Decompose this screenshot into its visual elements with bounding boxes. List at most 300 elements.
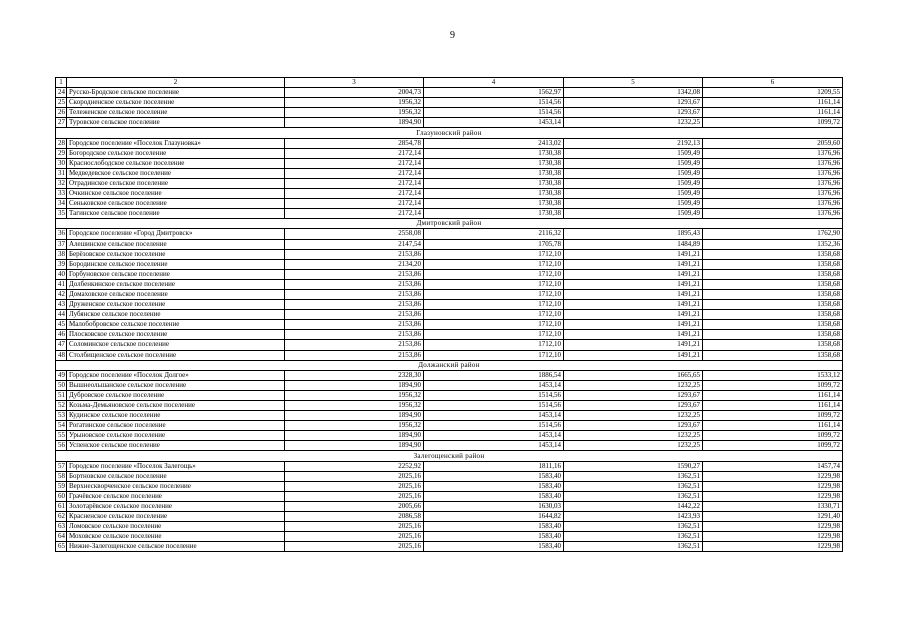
value-col-5: 1491,21 bbox=[564, 340, 703, 350]
value-col-4: 1730,38 bbox=[424, 199, 564, 209]
value-col-5: 1423,93 bbox=[564, 512, 703, 522]
value-col-4: 1514,56 bbox=[424, 390, 564, 400]
row-number: 65 bbox=[56, 542, 67, 552]
settlement-name: Туровское сельское поселение bbox=[67, 118, 285, 128]
table-row bbox=[56, 310, 843, 320]
value-col-5: 1362,51 bbox=[564, 481, 703, 491]
settlement-tariff-table bbox=[55, 77, 843, 552]
value-col-4: 1712,10 bbox=[424, 330, 564, 340]
value-col-5: 1509,49 bbox=[564, 199, 703, 209]
settlement-name: Городское поселение «Город Дмитровск» bbox=[67, 229, 285, 239]
settlement-name: Красненское сельское поселение bbox=[67, 512, 285, 522]
value-col-5: 1293,67 bbox=[564, 401, 703, 411]
row-number: 25 bbox=[56, 98, 67, 108]
value-col-3: 2172,14 bbox=[285, 209, 424, 219]
header-cell: 2 bbox=[67, 78, 285, 88]
value-col-5: 1293,67 bbox=[564, 108, 703, 118]
value-col-4: 1453,14 bbox=[424, 411, 564, 421]
table-row bbox=[56, 178, 843, 188]
value-col-5: 1491,21 bbox=[564, 350, 703, 360]
table-row bbox=[56, 421, 843, 431]
table-row bbox=[56, 512, 843, 522]
value-col-6: 1376,96 bbox=[703, 168, 843, 178]
row-number: 54 bbox=[56, 421, 67, 431]
value-col-6: 1229,98 bbox=[703, 491, 843, 501]
value-col-5: 1362,51 bbox=[564, 522, 703, 532]
settlement-name: Краснослободское сельское поселение bbox=[67, 158, 285, 168]
table-row bbox=[56, 431, 843, 441]
value-col-3: 2153,86 bbox=[285, 340, 424, 350]
value-col-6: 1229,98 bbox=[703, 481, 843, 491]
value-col-4: 1630,03 bbox=[424, 501, 564, 511]
row-number: 24 bbox=[56, 88, 67, 98]
value-col-3: 1894,90 bbox=[285, 118, 424, 128]
settlement-name: Бородинское сельское поселение bbox=[67, 259, 285, 269]
table-row bbox=[56, 88, 843, 98]
district-heading: Дмитровский район bbox=[56, 219, 843, 229]
value-col-5: 1491,21 bbox=[564, 310, 703, 320]
row-number: 26 bbox=[56, 108, 67, 118]
value-col-5: 1491,21 bbox=[564, 300, 703, 310]
value-col-4: 1730,38 bbox=[424, 209, 564, 219]
value-col-6: 1358,68 bbox=[703, 300, 843, 310]
value-col-6: 1099,72 bbox=[703, 411, 843, 421]
value-col-6: 1376,96 bbox=[703, 178, 843, 188]
row-number: 63 bbox=[56, 522, 67, 532]
row-number: 50 bbox=[56, 380, 67, 390]
value-col-6: 1376,96 bbox=[703, 209, 843, 219]
value-col-6: 1330,71 bbox=[703, 501, 843, 511]
value-col-4: 1583,40 bbox=[424, 532, 564, 542]
row-number: 48 bbox=[56, 350, 67, 360]
settlement-name: Русско-Бродское сельское поселение bbox=[67, 88, 285, 98]
value-col-5: 1232,25 bbox=[564, 431, 703, 441]
value-col-4: 1453,14 bbox=[424, 118, 564, 128]
row-number: 60 bbox=[56, 491, 67, 501]
value-col-4: 2413,02 bbox=[424, 138, 564, 148]
table-row bbox=[56, 209, 843, 219]
value-col-3: 2025,16 bbox=[285, 491, 424, 501]
value-col-6: 1358,68 bbox=[703, 249, 843, 259]
value-col-3: 1894,90 bbox=[285, 431, 424, 441]
table-row bbox=[56, 330, 843, 340]
row-number: 46 bbox=[56, 330, 67, 340]
value-col-4: 1730,38 bbox=[424, 189, 564, 199]
value-col-6: 1376,96 bbox=[703, 199, 843, 209]
value-col-3: 2172,14 bbox=[285, 148, 424, 158]
row-number: 42 bbox=[56, 289, 67, 299]
settlement-name: Грачёвское сельское поселение bbox=[67, 491, 285, 501]
value-col-3: 2005,66 bbox=[285, 501, 424, 511]
value-col-6: 1099,72 bbox=[703, 441, 843, 451]
value-col-3: 2172,14 bbox=[285, 199, 424, 209]
row-number: 64 bbox=[56, 532, 67, 542]
table-body bbox=[56, 78, 843, 552]
value-col-5: 1491,21 bbox=[564, 320, 703, 330]
value-col-3: 2153,86 bbox=[285, 350, 424, 360]
value-col-3: 2172,14 bbox=[285, 168, 424, 178]
table-row bbox=[56, 411, 843, 421]
value-col-6: 1229,98 bbox=[703, 532, 843, 542]
value-col-5: 1509,49 bbox=[564, 189, 703, 199]
row-number: 33 bbox=[56, 189, 67, 199]
value-col-4: 1730,38 bbox=[424, 178, 564, 188]
row-number: 52 bbox=[56, 401, 67, 411]
value-col-5: 1491,21 bbox=[564, 259, 703, 269]
table-row bbox=[56, 289, 843, 299]
table-row bbox=[56, 390, 843, 400]
table-row bbox=[56, 380, 843, 390]
value-col-5: 1442,22 bbox=[564, 501, 703, 511]
settlement-name: Алешинское сельское поселение bbox=[67, 239, 285, 249]
row-number: 59 bbox=[56, 481, 67, 491]
value-col-3: 1894,90 bbox=[285, 441, 424, 451]
row-number: 55 bbox=[56, 431, 67, 441]
table-row bbox=[56, 522, 843, 532]
settlement-name: Лубянское сельское поселение bbox=[67, 310, 285, 320]
row-number: 47 bbox=[56, 340, 67, 350]
value-col-4: 1712,10 bbox=[424, 350, 564, 360]
value-col-5: 1895,43 bbox=[564, 229, 703, 239]
value-col-5: 1232,25 bbox=[564, 380, 703, 390]
value-col-6: 1358,68 bbox=[703, 279, 843, 289]
value-col-5: 1342,08 bbox=[564, 88, 703, 98]
value-col-3: 2153,86 bbox=[285, 269, 424, 279]
value-col-5: 1362,51 bbox=[564, 471, 703, 481]
value-col-6: 1358,68 bbox=[703, 340, 843, 350]
table-row bbox=[56, 401, 843, 411]
settlement-name: Ломовское сельское поселение bbox=[67, 522, 285, 532]
row-number: 41 bbox=[56, 279, 67, 289]
settlement-name: Городское поселение «Поселок Залегощь» bbox=[67, 461, 285, 471]
value-col-5: 2192,13 bbox=[564, 138, 703, 148]
value-col-3: 2134,20 bbox=[285, 259, 424, 269]
value-col-4: 1583,40 bbox=[424, 481, 564, 491]
table-row bbox=[56, 249, 843, 259]
value-col-4: 1730,38 bbox=[424, 168, 564, 178]
value-col-3: 2328,30 bbox=[285, 370, 424, 380]
value-col-3: 2147,54 bbox=[285, 239, 424, 249]
value-col-3: 1894,90 bbox=[285, 411, 424, 421]
settlement-name: Скородненское сельское поселение bbox=[67, 98, 285, 108]
value-col-3: 2004,73 bbox=[285, 88, 424, 98]
value-col-4: 1712,10 bbox=[424, 269, 564, 279]
settlement-name: Долбенкинское сельское поселение bbox=[67, 279, 285, 289]
row-number: 58 bbox=[56, 471, 67, 481]
settlement-name: Тагинское сельское поселение bbox=[67, 209, 285, 219]
value-col-6: 1376,96 bbox=[703, 158, 843, 168]
value-col-6: 1161,14 bbox=[703, 421, 843, 431]
value-col-4: 1811,16 bbox=[424, 461, 564, 471]
value-col-4: 1712,10 bbox=[424, 300, 564, 310]
table-row bbox=[56, 501, 843, 511]
settlement-name: Рогатинское сельское поселение bbox=[67, 421, 285, 431]
value-col-6: 1209,55 bbox=[703, 88, 843, 98]
value-col-4: 1453,14 bbox=[424, 431, 564, 441]
value-col-3: 1956,32 bbox=[285, 421, 424, 431]
value-col-4: 1712,10 bbox=[424, 279, 564, 289]
row-number: 38 bbox=[56, 249, 67, 259]
value-col-6: 1099,72 bbox=[703, 431, 843, 441]
value-col-5: 1491,21 bbox=[564, 289, 703, 299]
value-col-6: 1352,36 bbox=[703, 239, 843, 249]
row-number: 36 bbox=[56, 229, 67, 239]
value-col-4: 1514,56 bbox=[424, 401, 564, 411]
settlement-name: Тележенское сельское поселение bbox=[67, 108, 285, 118]
value-col-6: 1229,98 bbox=[703, 542, 843, 552]
value-col-6: 1376,96 bbox=[703, 189, 843, 199]
value-col-3: 2025,16 bbox=[285, 471, 424, 481]
table-row bbox=[56, 320, 843, 330]
value-col-5: 1362,51 bbox=[564, 542, 703, 552]
value-col-3: 2252,92 bbox=[285, 461, 424, 471]
table-row bbox=[56, 491, 843, 501]
settlement-name: Городское поселение «Поселок Глазуновка» bbox=[67, 138, 285, 148]
settlement-name: Очкинское сельское поселение bbox=[67, 189, 285, 199]
table-row bbox=[56, 370, 843, 380]
value-col-5: 1293,67 bbox=[564, 98, 703, 108]
value-col-5: 1509,49 bbox=[564, 168, 703, 178]
value-col-3: 1956,32 bbox=[285, 390, 424, 400]
row-number: 40 bbox=[56, 269, 67, 279]
value-col-4: 1453,14 bbox=[424, 380, 564, 390]
table-row bbox=[56, 340, 843, 350]
settlement-name: Друженское сельское поселение bbox=[67, 300, 285, 310]
value-col-6: 1358,68 bbox=[703, 350, 843, 360]
value-col-4: 2116,32 bbox=[424, 229, 564, 239]
value-col-6: 1358,68 bbox=[703, 259, 843, 269]
value-col-5: 1509,49 bbox=[564, 158, 703, 168]
value-col-4: 1514,56 bbox=[424, 108, 564, 118]
district-row bbox=[56, 451, 843, 461]
header-cell: 6 bbox=[703, 78, 843, 88]
row-number: 31 bbox=[56, 168, 67, 178]
settlement-name: Дубровское сельское поселение bbox=[67, 390, 285, 400]
value-col-6: 1229,98 bbox=[703, 471, 843, 481]
value-col-3: 2558,08 bbox=[285, 229, 424, 239]
value-col-3: 2153,86 bbox=[285, 249, 424, 259]
row-number: 45 bbox=[56, 320, 67, 330]
value-col-3: 1956,32 bbox=[285, 98, 424, 108]
settlement-name: Вышнеольшанское сельское поселение bbox=[67, 380, 285, 390]
value-col-4: 1514,56 bbox=[424, 421, 564, 431]
value-col-4: 1712,10 bbox=[424, 310, 564, 320]
row-number: 51 bbox=[56, 390, 67, 400]
header-cell: 3 bbox=[285, 78, 424, 88]
value-col-6: 1358,68 bbox=[703, 269, 843, 279]
row-number: 27 bbox=[56, 118, 67, 128]
value-col-4: 1712,10 bbox=[424, 249, 564, 259]
table-row bbox=[56, 148, 843, 158]
value-col-5: 1232,25 bbox=[564, 441, 703, 451]
value-col-5: 1665,65 bbox=[564, 370, 703, 380]
row-number: 44 bbox=[56, 310, 67, 320]
settlement-name: Малобобровское сельское поселение bbox=[67, 320, 285, 330]
district-row bbox=[56, 219, 843, 229]
row-number: 57 bbox=[56, 461, 67, 471]
value-col-4: 1562,97 bbox=[424, 88, 564, 98]
row-number: 37 bbox=[56, 239, 67, 249]
district-heading: Залегощенский район bbox=[56, 451, 843, 461]
district-row bbox=[56, 128, 843, 138]
value-col-6: 1457,74 bbox=[703, 461, 843, 471]
value-col-6: 1358,68 bbox=[703, 289, 843, 299]
row-number: 32 bbox=[56, 178, 67, 188]
value-col-4: 1583,40 bbox=[424, 522, 564, 532]
value-col-6: 1533,12 bbox=[703, 370, 843, 380]
district-heading: Должанский район bbox=[56, 360, 843, 370]
value-col-4: 1583,40 bbox=[424, 542, 564, 552]
value-col-3: 1894,90 bbox=[285, 380, 424, 390]
table-row bbox=[56, 189, 843, 199]
value-col-4: 1514,56 bbox=[424, 98, 564, 108]
settlement-name: Кудинское сельское поселение bbox=[67, 411, 285, 421]
value-col-6: 1161,14 bbox=[703, 401, 843, 411]
value-col-6: 1099,72 bbox=[703, 380, 843, 390]
value-col-5: 1509,49 bbox=[564, 148, 703, 158]
value-col-5: 1232,25 bbox=[564, 118, 703, 128]
value-col-3: 2025,16 bbox=[285, 481, 424, 491]
settlement-name: Отрадинское сельское поселение bbox=[67, 178, 285, 188]
settlement-name: Богородское сельское поселение bbox=[67, 148, 285, 158]
row-number: 56 bbox=[56, 441, 67, 451]
row-number: 49 bbox=[56, 370, 67, 380]
settlement-name: Бортновское сельское поселение bbox=[67, 471, 285, 481]
settlement-name: Сеньковское сельское поселение bbox=[67, 199, 285, 209]
value-col-4: 1583,40 bbox=[424, 471, 564, 481]
table-row bbox=[56, 138, 843, 148]
settlement-name: Золотарёвское сельское поселение bbox=[67, 501, 285, 511]
value-col-3: 2025,16 bbox=[285, 532, 424, 542]
value-col-3: 2172,14 bbox=[285, 189, 424, 199]
table-row bbox=[56, 532, 843, 542]
header-row bbox=[56, 78, 843, 88]
table-row bbox=[56, 199, 843, 209]
value-col-5: 1484,89 bbox=[564, 239, 703, 249]
value-col-3: 2025,16 bbox=[285, 542, 424, 552]
value-col-3: 2153,86 bbox=[285, 279, 424, 289]
value-col-5: 1590,27 bbox=[564, 461, 703, 471]
settlement-name: Медведевское сельское поселение bbox=[67, 168, 285, 178]
settlement-name: Успенское сельское поселение bbox=[67, 441, 285, 451]
table-row bbox=[56, 461, 843, 471]
row-number: 30 bbox=[56, 158, 67, 168]
table-row bbox=[56, 300, 843, 310]
value-col-5: 1509,49 bbox=[564, 209, 703, 219]
table-row bbox=[56, 481, 843, 491]
row-number: 61 bbox=[56, 501, 67, 511]
row-number: 62 bbox=[56, 512, 67, 522]
value-col-5: 1509,49 bbox=[564, 178, 703, 188]
value-col-6: 1161,14 bbox=[703, 98, 843, 108]
value-col-6: 1376,96 bbox=[703, 148, 843, 158]
value-col-3: 2172,14 bbox=[285, 158, 424, 168]
row-number: 29 bbox=[56, 148, 67, 158]
value-col-5: 1293,67 bbox=[564, 421, 703, 431]
table-row bbox=[56, 259, 843, 269]
table-row bbox=[56, 350, 843, 360]
value-col-5: 1362,51 bbox=[564, 532, 703, 542]
value-col-6: 1762,90 bbox=[703, 229, 843, 239]
value-col-4: 1730,38 bbox=[424, 158, 564, 168]
settlement-name: Козьма-Демьяновское сельское поселение bbox=[67, 401, 285, 411]
settlement-name: Горбуновское сельское поселение bbox=[67, 269, 285, 279]
value-col-3: 2854,78 bbox=[285, 138, 424, 148]
value-col-6: 1358,68 bbox=[703, 310, 843, 320]
settlement-name: Городское поселение «Поселок Долгое» bbox=[67, 370, 285, 380]
value-col-3: 2153,86 bbox=[285, 310, 424, 320]
settlement-name: Верхнескворченское сельское поселение bbox=[67, 481, 285, 491]
value-col-5: 1491,21 bbox=[564, 330, 703, 340]
value-col-4: 1712,10 bbox=[424, 340, 564, 350]
table-row bbox=[56, 542, 843, 552]
value-col-3: 2153,86 bbox=[285, 320, 424, 330]
row-number: 34 bbox=[56, 199, 67, 209]
row-number: 43 bbox=[56, 300, 67, 310]
table-row bbox=[56, 269, 843, 279]
value-col-6: 1358,68 bbox=[703, 330, 843, 340]
value-col-6: 1291,40 bbox=[703, 512, 843, 522]
value-col-3: 2086,58 bbox=[285, 512, 424, 522]
value-col-5: 1491,21 bbox=[564, 249, 703, 259]
row-number: 28 bbox=[56, 138, 67, 148]
settlement-name: Берёзовское сельское поселение bbox=[67, 249, 285, 259]
value-col-5: 1491,21 bbox=[564, 279, 703, 289]
header-cell: 5 bbox=[564, 78, 703, 88]
table-row bbox=[56, 471, 843, 481]
value-col-5: 1362,51 bbox=[564, 491, 703, 501]
row-number: 35 bbox=[56, 209, 67, 219]
row-number: 53 bbox=[56, 411, 67, 421]
value-col-5: 1293,67 bbox=[564, 390, 703, 400]
value-col-6: 1161,14 bbox=[703, 390, 843, 400]
row-number: 39 bbox=[56, 259, 67, 269]
value-col-4: 1712,10 bbox=[424, 259, 564, 269]
value-col-6: 1358,68 bbox=[703, 320, 843, 330]
district-heading: Глазуновский район bbox=[56, 128, 843, 138]
district-row bbox=[56, 360, 843, 370]
table-row bbox=[56, 239, 843, 249]
settlement-name: Столбищенское сельское поселение bbox=[67, 350, 285, 360]
table-row bbox=[56, 158, 843, 168]
value-col-3: 2153,86 bbox=[285, 289, 424, 299]
header-cell: 4 bbox=[424, 78, 564, 88]
table-row bbox=[56, 279, 843, 289]
value-col-6: 2059,60 bbox=[703, 138, 843, 148]
value-col-3: 2172,14 bbox=[285, 178, 424, 188]
table-row bbox=[56, 98, 843, 108]
value-col-3: 2025,16 bbox=[285, 522, 424, 532]
table-row bbox=[56, 108, 843, 118]
header-cell: 1 bbox=[56, 78, 67, 88]
table-row bbox=[56, 118, 843, 128]
value-col-4: 1712,10 bbox=[424, 320, 564, 330]
value-col-6: 1161,14 bbox=[703, 108, 843, 118]
value-col-4: 1644,82 bbox=[424, 512, 564, 522]
value-col-3: 1956,32 bbox=[285, 401, 424, 411]
settlement-name: Домаховское сельское поселение bbox=[67, 289, 285, 299]
settlement-name: Моховское сельское поселение bbox=[67, 532, 285, 542]
value-col-3: 1956,32 bbox=[285, 108, 424, 118]
value-col-4: 1583,40 bbox=[424, 491, 564, 501]
value-col-4: 1712,10 bbox=[424, 289, 564, 299]
table-row bbox=[56, 229, 843, 239]
value-col-5: 1491,21 bbox=[564, 269, 703, 279]
value-col-6: 1099,72 bbox=[703, 118, 843, 128]
value-col-6: 1229,98 bbox=[703, 522, 843, 532]
value-col-5: 1232,25 bbox=[564, 411, 703, 421]
value-col-4: 1886,54 bbox=[424, 370, 564, 380]
